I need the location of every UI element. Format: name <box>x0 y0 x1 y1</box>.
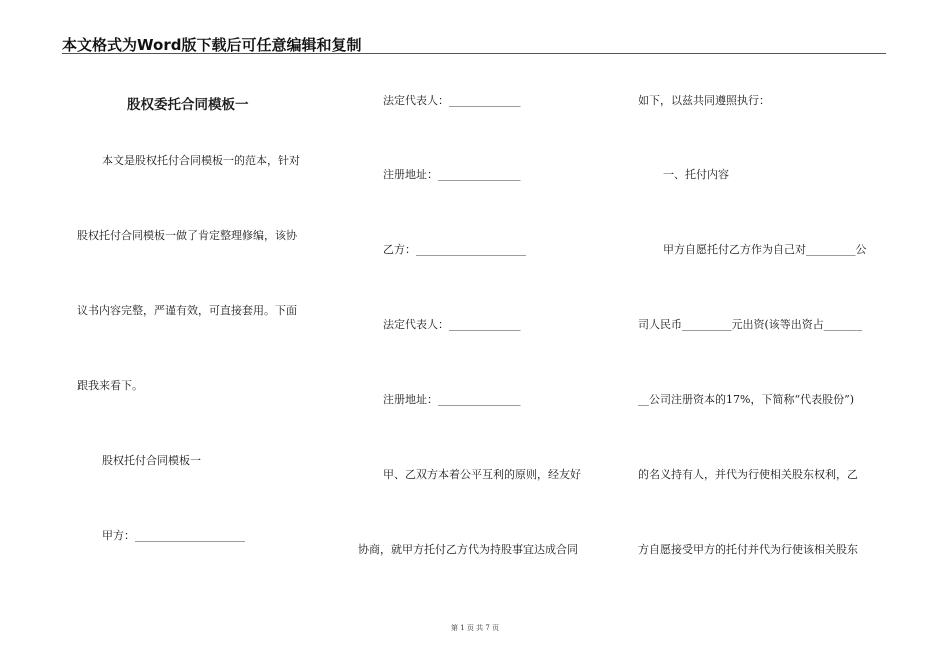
party-b-field: 乙方：____________________ <box>383 243 526 256</box>
paragraph-line: 股权托付合同模板一 <box>102 454 201 467</box>
registered-address-field: 注册地址：_______________ <box>383 393 521 406</box>
paragraph-line: __公司注册资本的17%，下简称“代表股份”) <box>638 393 854 406</box>
paragraph-line: 方自愿接受甲方的托付并代为行使该相关股东 <box>638 543 858 556</box>
paragraph-line: 本文是股权托付合同模板一的范本，针对 <box>102 154 300 167</box>
paragraph-line: 议书内容完整，严谨有效，可直接套用。下面 <box>77 304 297 317</box>
paragraph-line: 跟我来看下。 <box>77 379 143 392</box>
paragraph-line: 司人民币_________元出资(该等出资占_______ <box>638 318 863 331</box>
registered-address-field: 注册地址：_______________ <box>383 168 521 181</box>
party-a-field: 甲方：____________________ <box>102 529 245 542</box>
page-number: 第 1 页 共 7 页 <box>450 624 500 632</box>
paragraph-line: 如下，以兹共同遵照执行： <box>638 94 770 107</box>
legal-representative-field: 法定代表人：_____________ <box>383 94 521 107</box>
section-heading: 一、托付内容 <box>663 168 729 181</box>
legal-representative-field: 法定代表人：_____________ <box>383 318 521 331</box>
paragraph-line: 协商，就甲方托付乙方代为持股事宜达成合同 <box>358 543 578 556</box>
paragraph-line: 股权托付合同模板一做了肯定整理修编，该协 <box>77 229 297 242</box>
paragraph-line: 甲、乙双方本着公平互利的原则，经友好 <box>383 468 581 481</box>
document-header: 本文格式为Word版下载后可任意编辑和复制 <box>62 36 362 54</box>
paragraph-line: 的名义持有人，并代为行使相关股东权利，乙 <box>638 468 858 481</box>
document-title: 股权委托合同模板一 <box>127 97 249 113</box>
header-divider <box>62 53 886 54</box>
paragraph-line: 甲方自愿托付乙方作为自己对_________公 <box>663 243 867 256</box>
